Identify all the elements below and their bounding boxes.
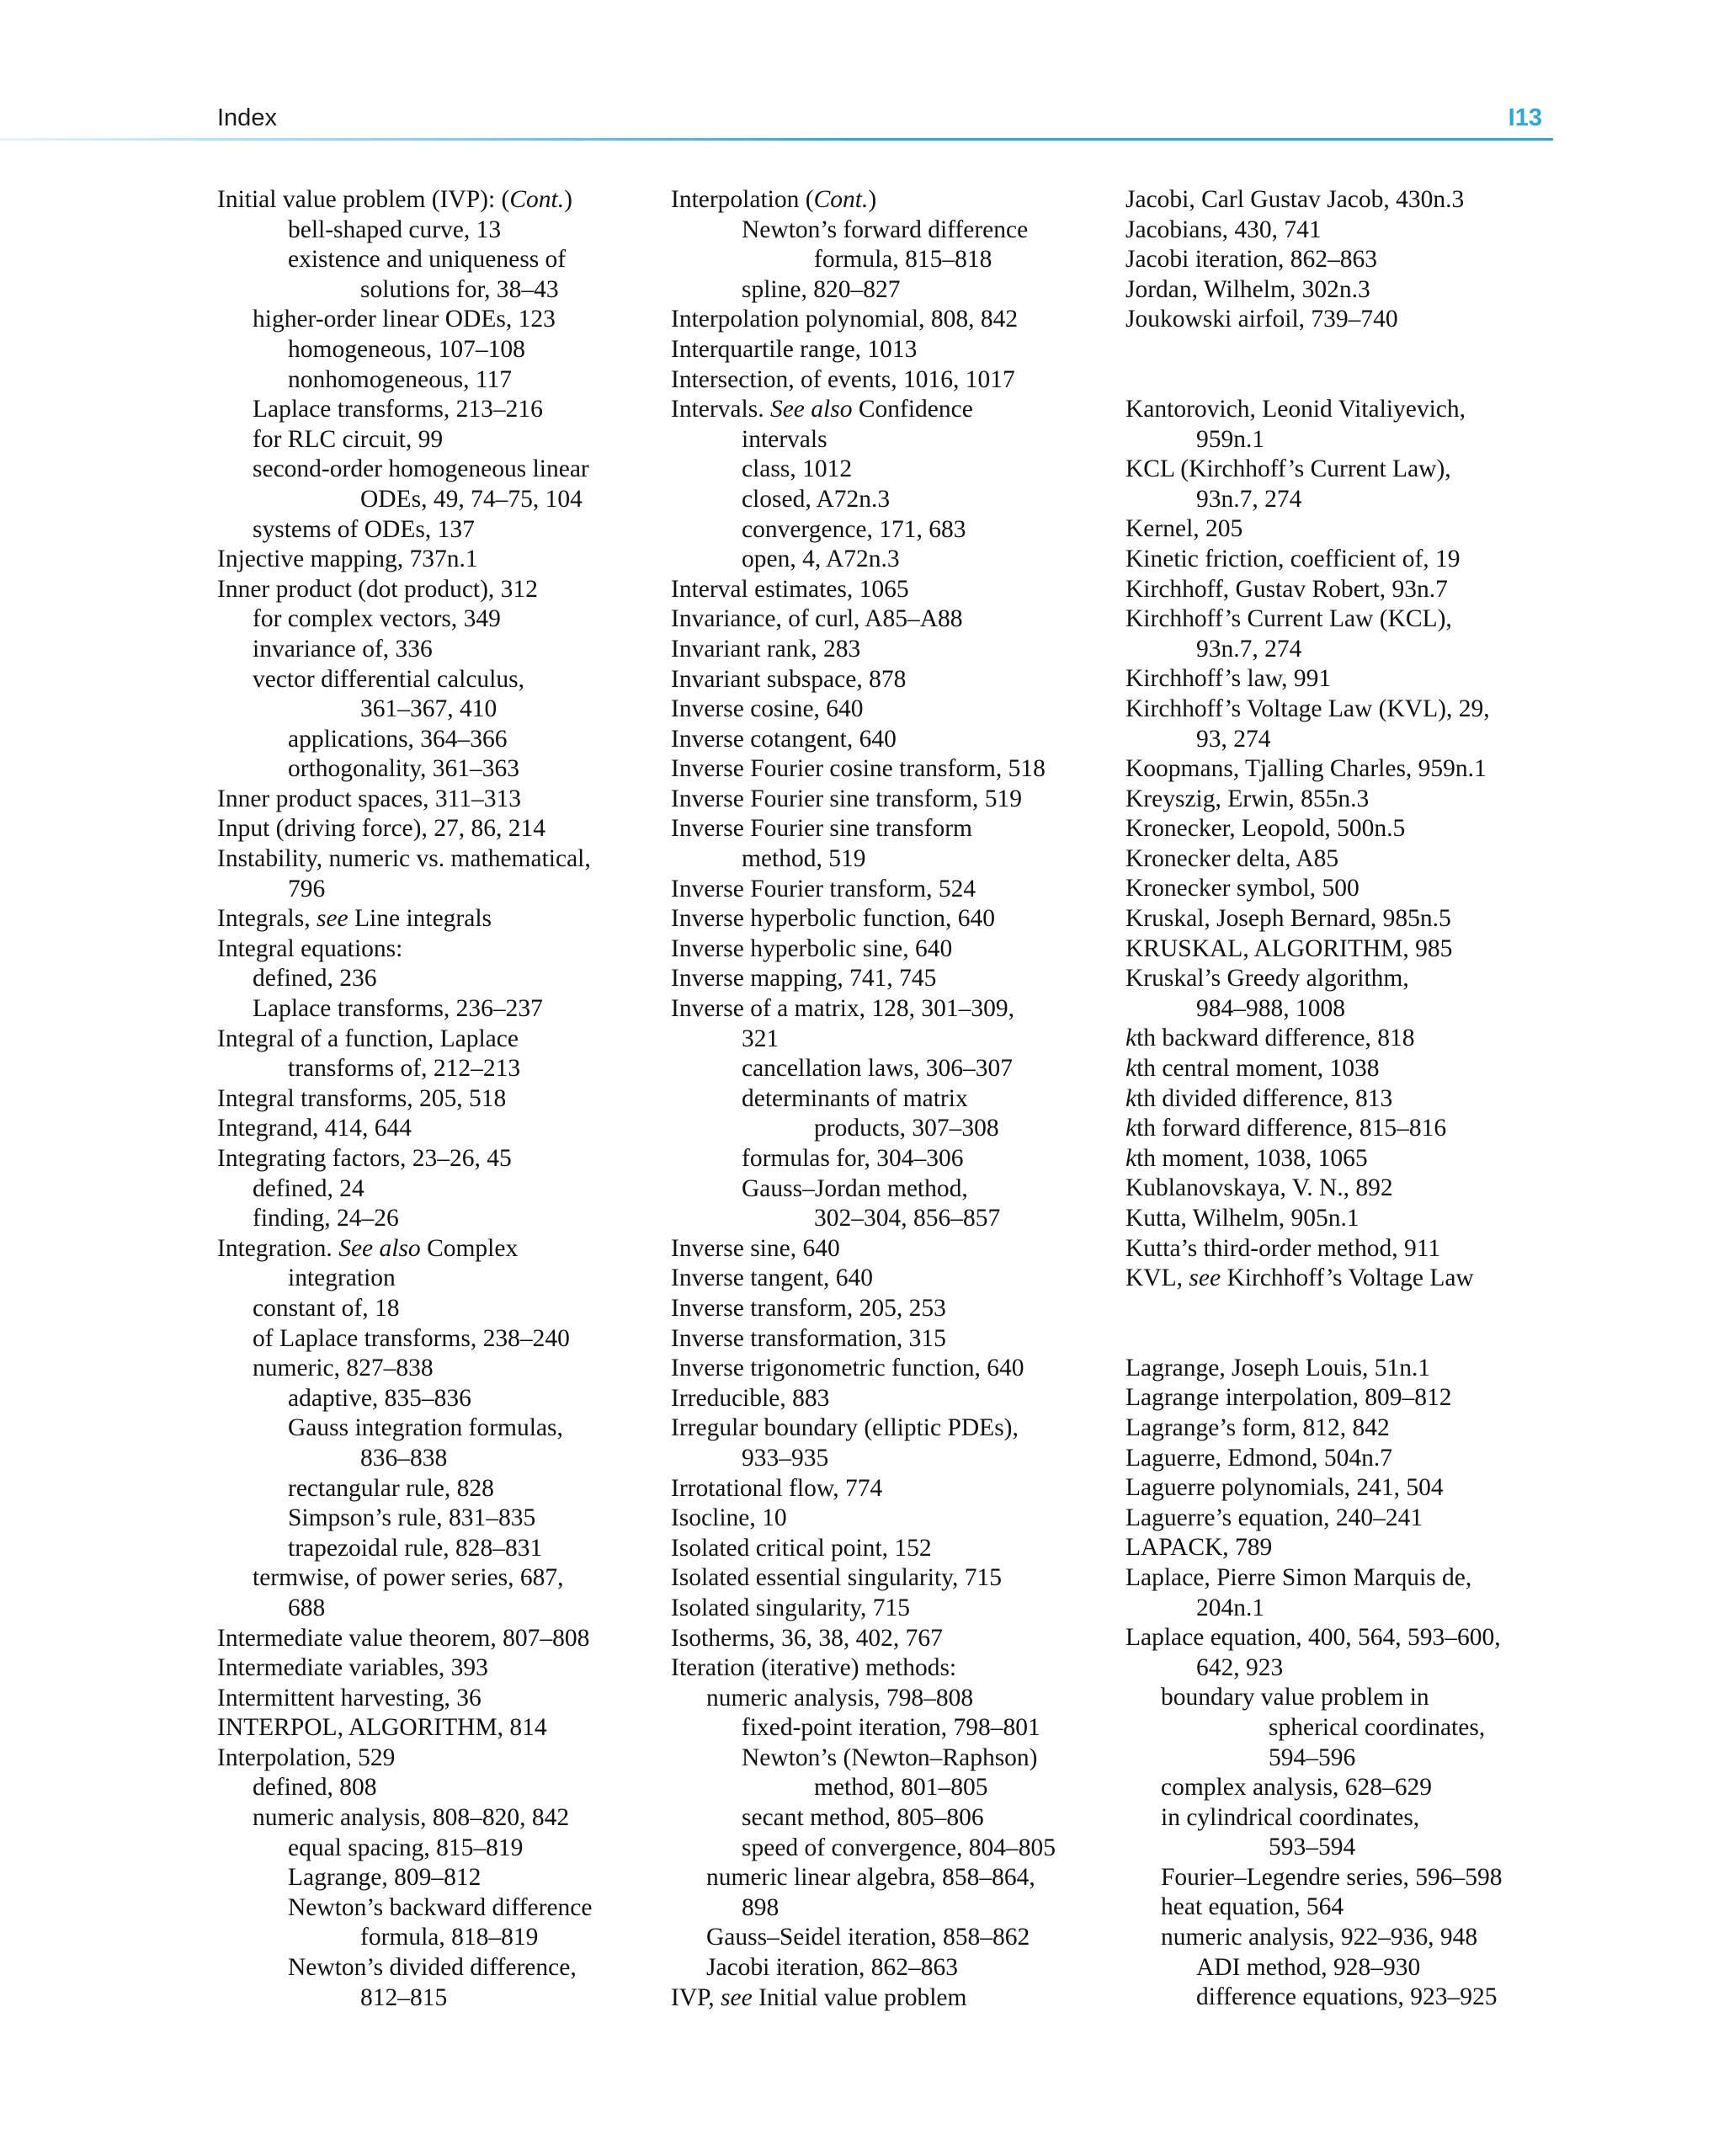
index-entry: heat equation, 564 <box>1161 1893 1344 1921</box>
letter-section-gap <box>1125 1294 1563 1354</box>
index-entry: Intersection, of events, 1016, 1017 <box>671 365 1015 393</box>
index-entry: Intermediate variables, 393 <box>217 1654 488 1682</box>
index-entry: Kruskal’s Greedy algorithm, <box>1125 965 1409 993</box>
index-entry: 812–815 <box>360 1983 448 2011</box>
index-entry: higher-order linear ODEs, 123 <box>253 306 556 333</box>
index-entry: Kirchhoff’s Voltage Law (KVL), 29, <box>1125 695 1490 722</box>
header-title: Index <box>217 104 277 131</box>
index-entry: Inverse Fourier transform, 524 <box>671 875 976 902</box>
index-entry: Jordan, Wilhelm, 302n.3 <box>1125 275 1370 303</box>
index-entry: Inverse hyperbolic function, 640 <box>671 905 996 933</box>
index-entry: Initial value problem (IVP): (Cont.) <box>217 186 572 213</box>
index-entry: Inverse trigonometric function, 640 <box>671 1355 1024 1382</box>
index-entry: Laguerre’s equation, 240–241 <box>1125 1504 1423 1531</box>
index-entry: orthogonality, 361–363 <box>288 755 520 783</box>
index-entry: Inverse Fourier sine transform, 519 <box>671 785 1022 812</box>
index-entry: nonhomogeneous, 117 <box>288 365 513 393</box>
index-entry: Inverse hyperbolic sine, 640 <box>671 934 953 962</box>
index-entry: Interpolation polynomial, 808, 842 <box>671 306 1019 333</box>
index-entry: Irregular boundary (elliptic PDEs), <box>671 1414 1019 1442</box>
index-entry: Irreducible, 883 <box>671 1384 830 1412</box>
index-entry: 984–988, 1008 <box>1196 994 1345 1022</box>
index-entry: 321 <box>742 1025 780 1052</box>
header-rule <box>0 138 1553 141</box>
index-entry: Isolated singularity, 715 <box>671 1594 911 1621</box>
index-entry: Integrals, see Line integrals <box>217 905 492 933</box>
index-entry: Newton’s backward difference <box>288 1893 593 1921</box>
index-entry: homogeneous, 107–108 <box>288 335 525 363</box>
index-entry: Kirchhoff’s Current Law (KCL), <box>1125 605 1452 633</box>
index-entry: Intermediate value theorem, 807–808 <box>217 1624 590 1652</box>
index-entry: 594–596 <box>1269 1743 1356 1771</box>
index-entry: kth backward difference, 818 <box>1125 1025 1415 1052</box>
index-entry: bell-shaped curve, 13 <box>288 216 502 243</box>
index-entry: KCL (Kirchhoff’s Current Law), <box>1125 455 1451 483</box>
letter-section-gap <box>1125 335 1563 395</box>
index-entry: Lagrange interpolation, 809–812 <box>1125 1384 1452 1412</box>
index-entry: Gauss–Seidel iteration, 858–862 <box>706 1924 1030 1951</box>
index-entry: KVL, see Kirchhoff’s Voltage Law <box>1125 1264 1474 1292</box>
index-entry: INTERPOL, ALGORITHM, 814 <box>217 1714 547 1742</box>
index-entry: equal spacing, 815–819 <box>288 1834 524 1861</box>
index-entry: Inverse transformation, 315 <box>671 1324 946 1352</box>
index-entry: Inverse cotangent, 640 <box>671 725 897 753</box>
index-entry: 836–838 <box>360 1444 448 1472</box>
index-entry: Kronecker delta, A85 <box>1125 844 1339 872</box>
index-entry: Integration. See also Complex <box>217 1234 519 1262</box>
index-entry: numeric linear algebra, 858–864, <box>706 1864 1035 1892</box>
index-entry: Input (driving force), 27, 86, 214 <box>217 815 545 843</box>
index-entry: Isolated essential singularity, 715 <box>671 1564 1002 1592</box>
index-entry: Kutta, Wilhelm, 905n.1 <box>1125 1205 1360 1232</box>
index-entry: 688 <box>288 1594 326 1621</box>
index-entry: Isotherms, 36, 38, 402, 767 <box>671 1624 943 1652</box>
index-entry: Interval estimates, 1065 <box>671 575 909 603</box>
index-entry: kth moment, 1038, 1065 <box>1125 1144 1368 1172</box>
index-entry: determinants of matrix <box>742 1084 968 1112</box>
index-entry: class, 1012 <box>742 455 853 483</box>
index-entry: Inner product (dot product), 312 <box>217 575 538 603</box>
index-entry: vector differential calculus, <box>253 665 524 693</box>
index-entry: Lagrange, 809–812 <box>288 1864 482 1892</box>
index-entry: Jacobi, Carl Gustav Jacob, 430n.3 <box>1125 186 1465 213</box>
index-entry: Kinetic friction, coefficient of, 19 <box>1125 545 1461 572</box>
index-entry: complex analysis, 628–629 <box>1161 1774 1432 1802</box>
index-entry: integration <box>288 1264 396 1292</box>
index-entry: Interpolation (Cont.) <box>671 186 877 213</box>
index-entry: rectangular rule, 828 <box>288 1474 494 1502</box>
index-entry: Kruskal, Joseph Bernard, 985n.5 <box>1125 905 1451 933</box>
index-entry: Invariance, of curl, A85–A88 <box>671 605 963 633</box>
index-entry: Intervals. See also Confidence <box>671 396 973 423</box>
index-entry: ODEs, 49, 74–75, 104 <box>360 485 583 513</box>
index-entry: kth central moment, 1038 <box>1125 1055 1380 1083</box>
index-entry: Simpson’s rule, 831–835 <box>288 1504 536 1532</box>
index-entry: Newton’s (Newton–Raphson) <box>742 1743 1038 1771</box>
index-entry: defined, 808 <box>253 1774 377 1802</box>
index-entry: Lagrange, Joseph Louis, 51n.1 <box>1125 1354 1431 1381</box>
index-entry: Lagrange’s form, 812, 842 <box>1125 1413 1390 1441</box>
index-entry: products, 307–308 <box>814 1115 999 1142</box>
index-entry: 93, 274 <box>1196 725 1271 753</box>
index-entry: Iteration (iterative) methods: <box>671 1654 957 1682</box>
index-entry: invariance of, 336 <box>253 635 433 663</box>
index-entry: 898 <box>742 1893 780 1921</box>
index-entry: Irrotational flow, 774 <box>671 1474 883 1502</box>
index-entry: 93n.7, 274 <box>1196 485 1302 513</box>
index-entry: Inverse mapping, 741, 745 <box>671 965 937 993</box>
index-entry: 642, 923 <box>1196 1653 1284 1681</box>
index-entry: Integral transforms, 205, 518 <box>217 1084 507 1112</box>
index-entry: Kutta’s third-order method, 911 <box>1125 1234 1441 1262</box>
index-entry: spherical coordinates, <box>1269 1713 1486 1741</box>
index-entry: 796 <box>288 875 326 902</box>
index-entry: trapezoidal rule, 828–831 <box>288 1534 543 1562</box>
index-entry: Inverse Fourier cosine transform, 518 <box>671 755 1046 783</box>
index-entry: for RLC circuit, 99 <box>253 425 444 453</box>
index-entry: LAPACK, 789 <box>1125 1534 1273 1562</box>
index-entry: finding, 24–26 <box>253 1205 399 1232</box>
index-entry: formulas for, 304–306 <box>742 1145 964 1172</box>
index-entry: Fourier–Legendre series, 596–598 <box>1161 1863 1503 1891</box>
running-header <box>217 104 1542 141</box>
index-entry: Integral equations: <box>217 934 403 962</box>
index-entry: Laguerre, Edmond, 504n.7 <box>1125 1444 1393 1472</box>
index-entry: numeric analysis, 798–808 <box>706 1684 974 1711</box>
index-entry: 361–367, 410 <box>360 695 498 723</box>
page-number: I13 <box>1508 104 1542 131</box>
index-entry: spline, 820–827 <box>742 275 901 303</box>
index-entry: ADI method, 928–930 <box>1196 1953 1421 1981</box>
index-entry: method, 519 <box>742 845 866 873</box>
index-entry: 959n.1 <box>1196 425 1265 453</box>
index-entry: formula, 818–819 <box>360 1924 539 1951</box>
index-entry: for complex vectors, 349 <box>253 605 501 633</box>
index-entry: difference equations, 923–925 <box>1196 1983 1498 2011</box>
index-entry: defined, 236 <box>253 965 377 993</box>
index-entry: Inverse Fourier sine transform <box>671 815 972 843</box>
index-entry: Inverse of a matrix, 128, 301–309, <box>671 995 1014 1023</box>
index-entry: Inverse transform, 205, 253 <box>671 1294 946 1322</box>
index-entry: fixed-point iteration, 798–801 <box>742 1714 1040 1742</box>
index-entry: kth divided difference, 813 <box>1125 1084 1393 1112</box>
index-entry: transforms of, 212–213 <box>288 1055 521 1083</box>
index-entry: Kreyszig, Erwin, 855n.3 <box>1125 785 1370 812</box>
index-entry: Intermittent harvesting, 36 <box>217 1684 482 1711</box>
index-entry: Kernel, 205 <box>1125 515 1243 543</box>
index-entry: Kirchhoff, Gustav Robert, 93n.7 <box>1125 575 1448 603</box>
index-entry: solutions for, 38–43 <box>360 275 559 303</box>
index-entry: Invariant rank, 283 <box>671 635 861 663</box>
index-entry: Jacobians, 430, 741 <box>1125 216 1322 243</box>
index-entry: boundary value problem in <box>1161 1684 1429 1711</box>
index-entry: Gauss integration formulas, <box>288 1414 563 1442</box>
index-entry: closed, A72n.3 <box>742 485 891 513</box>
index-entry: Interpolation, 529 <box>217 1743 396 1771</box>
index-entry: Invariant subspace, 878 <box>671 665 907 693</box>
index-entry: second-order homogeneous linear <box>253 455 589 483</box>
index-entry: Kantorovich, Leonid Vitaliyevich, <box>1125 395 1466 423</box>
index-entry: termwise, of power series, 687, <box>253 1564 564 1592</box>
index-entry: Inverse sine, 640 <box>671 1234 840 1262</box>
index-entry: Integral of a function, Laplace <box>217 1025 519 1052</box>
index-entry: Integrand, 414, 644 <box>217 1115 412 1142</box>
index-entry: Joukowski airfoil, 739–740 <box>1125 306 1398 333</box>
index-entry: open, 4, A72n.3 <box>742 546 900 573</box>
index-entry: in cylindrical coordinates, <box>1161 1803 1420 1831</box>
index-entry: Newton’s divided difference, <box>288 1954 577 1982</box>
index-entry: Kronecker, Leopold, 500n.5 <box>1125 815 1406 843</box>
index-entry: 593–594 <box>1269 1834 1356 1861</box>
index-entry: Isocline, 10 <box>671 1504 787 1532</box>
index-entry: Jacobi iteration, 862–863 <box>706 1954 959 1982</box>
index-entry: 933–935 <box>742 1444 829 1472</box>
index-entry: 93n.7, 274 <box>1196 635 1302 663</box>
index-entry: systems of ODEs, 137 <box>253 515 475 543</box>
index-entry: secant method, 805–806 <box>742 1804 984 1832</box>
index-entry: cancellation laws, 306–307 <box>742 1055 1013 1083</box>
index-entry: kth forward difference, 815–816 <box>1125 1115 1447 1142</box>
index-entry: Kronecker symbol, 500 <box>1125 875 1360 902</box>
index-entry: Kublanovskaya, V. N., 892 <box>1125 1174 1393 1202</box>
index-entry: IVP, see Initial value problem <box>671 1983 967 2011</box>
index-entry: Koopmans, Tjalling Charles, 959n.1 <box>1125 755 1487 783</box>
index-column-2 <box>671 185 1109 2013</box>
index-entry: Inverse cosine, 640 <box>671 695 864 723</box>
index-entry: Isolated critical point, 152 <box>671 1534 932 1562</box>
index-entry: formula, 815–818 <box>814 246 992 274</box>
index-entry: intervals <box>742 425 827 453</box>
index-entry: Laplace transforms, 236–237 <box>253 995 543 1023</box>
index-entry: Jacobi iteration, 862–863 <box>1125 246 1378 274</box>
index-entry: convergence, 171, 683 <box>742 515 966 543</box>
index-entry: Inverse tangent, 640 <box>671 1264 874 1292</box>
index-entry: 302–304, 856–857 <box>814 1205 1001 1232</box>
index-entry: numeric analysis, 808–820, 842 <box>253 1804 570 1832</box>
index-entry: Newton’s forward difference <box>742 216 1029 243</box>
index-entry: Laguerre polynomials, 241, 504 <box>1125 1474 1444 1502</box>
index-entry: Integrating factors, 23–26, 45 <box>217 1145 512 1172</box>
index-entry: of Laplace transforms, 238–240 <box>253 1324 570 1352</box>
index-entry: 204n.1 <box>1196 1594 1265 1621</box>
index-entry: Laplace, Pierre Simon Marquis de, <box>1125 1563 1472 1591</box>
index-entry: KRUSKAL, ALGORITHM, 985 <box>1125 934 1453 962</box>
index-column-1 <box>217 185 655 2013</box>
index-entry: constant of, 18 <box>253 1294 400 1322</box>
index-entry: numeric analysis, 922–936, 948 <box>1161 1924 1478 1951</box>
index-entry: Instability, numeric vs. mathematical, <box>217 845 591 873</box>
index-entry: Laplace equation, 400, 564, 593–600, <box>1125 1624 1501 1652</box>
index-entry: applications, 364–366 <box>288 725 508 753</box>
index-column-3 <box>1125 185 1563 2013</box>
index-entry: Kirchhoff’s law, 991 <box>1125 665 1332 693</box>
index-entry: Inner product spaces, 311–313 <box>217 785 522 812</box>
index-entry: method, 801–805 <box>814 1774 988 1802</box>
index-entry: numeric, 827–838 <box>253 1355 434 1382</box>
index-entry: Injective mapping, 737n.1 <box>217 546 478 573</box>
index-entry: Laplace transforms, 213–216 <box>253 396 543 423</box>
index-entry: Gauss–Jordan method, <box>742 1174 968 1202</box>
index-entry: Interquartile range, 1013 <box>671 335 918 363</box>
index-entry: existence and uniqueness of <box>288 246 567 274</box>
index-entry: defined, 24 <box>253 1174 364 1202</box>
index-entry: adaptive, 835–836 <box>288 1384 471 1412</box>
index-entry: speed of convergence, 804–805 <box>742 1834 1056 1861</box>
